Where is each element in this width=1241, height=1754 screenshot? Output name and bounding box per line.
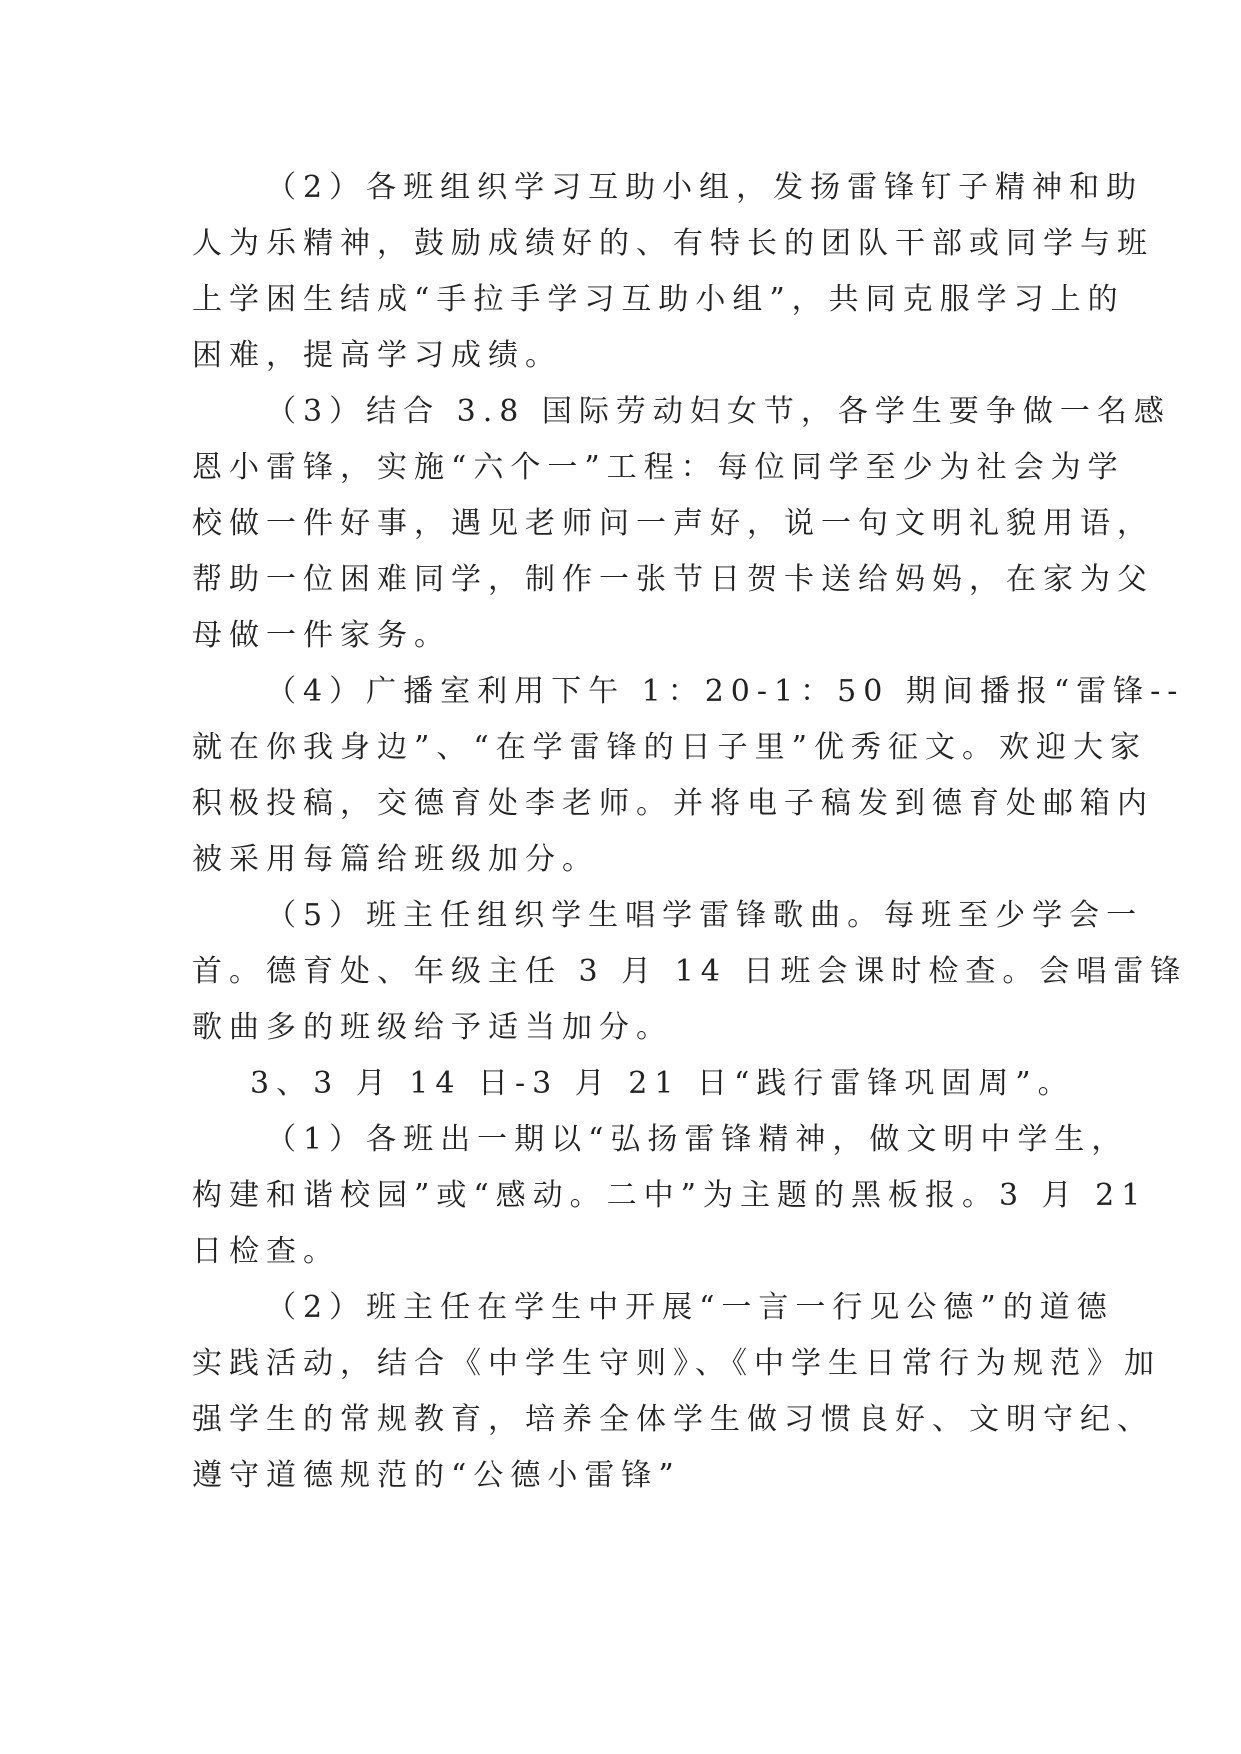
text-line: 人为乐精神，鼓励成绩好的、有特长的团队干部或同学与班 [192,226,1154,261]
text-line: 强学生的常规教育，培养全体学生做习惯良好、文明守纪、 [192,1402,1154,1437]
paragraph-broadcast [192,664,1185,888]
text-line: 就在你我身边”、“在学雷锋的日子里”优秀征文。欢迎大家 [192,730,1148,765]
section-heading-practice-week [192,1056,1075,1112]
text-line: 积极投稿，交德育处李老师。并将电子稿发到德育处邮箱内 [192,786,1154,821]
text-line: 恩小雷锋，实施“六个一”工程：每位同学至少为社会为学 [192,450,1125,485]
text-line: 被采用每篇给班级加分。 [192,842,599,877]
text-line: （5）班主任组织学生唱学雷锋歌曲。每班至少学会一 [266,898,1144,933]
paragraph-songs [192,888,1188,1056]
text-line: 校做一件好事，遇见老师问一声好，说一句文明礼貌用语， [192,506,1154,541]
text-line: 母做一件家务。 [192,618,451,653]
text-line: 实践活动，结合《中学生守则》、《中学生日常行为规范》加 [192,1346,1161,1381]
text-line: 困难，提高学习成绩。 [192,338,562,373]
text-line: 3、3 月 14 日-3 月 21 日“践行雷锋巩固周”。 [250,1066,1075,1101]
text-line: （4）广播室利用下午 1：20-1：50 期间播报“雷锋-- [266,674,1185,709]
paragraph-womens-day [192,384,1171,664]
document-body [192,160,1188,1504]
text-line: 遵守道德规范的“公德小雷锋” [192,1458,681,1493]
text-line: （2）班主任在学生中开展“一言一行见公德”的道德 [266,1290,1114,1325]
text-line: 上学困生结成“手拉手学习互助小组”，共同克服学习上的 [192,282,1125,317]
paragraph-blackboard [192,1112,1148,1280]
text-line: 日检查。 [192,1234,340,1269]
text-line: 首。德育处、年级主任 3 月 14 日班会课时检查。会唱雷锋 [192,954,1188,989]
text-line: （3）结合 3.8 国际劳动妇女节，各学生要争做一名感 [266,394,1171,429]
paragraph-study-groups [192,160,1154,384]
text-line: （2）各班组织学习互助小组，发扬雷锋钉子精神和助 [266,170,1144,205]
text-line: 歌曲多的班级给予适当加分。 [192,1010,673,1045]
text-line: 构建和谐校园”或“感动。二中”为主题的黑板报。3 月 21 [192,1178,1148,1213]
text-line: （1）各班出一期以“弘扬雷锋精神，做文明中学生， [266,1122,1129,1157]
paragraph-morality-practice [192,1280,1161,1504]
text-line: 帮助一位困难同学，制作一张节日贺卡送给妈妈，在家为父 [192,562,1154,597]
